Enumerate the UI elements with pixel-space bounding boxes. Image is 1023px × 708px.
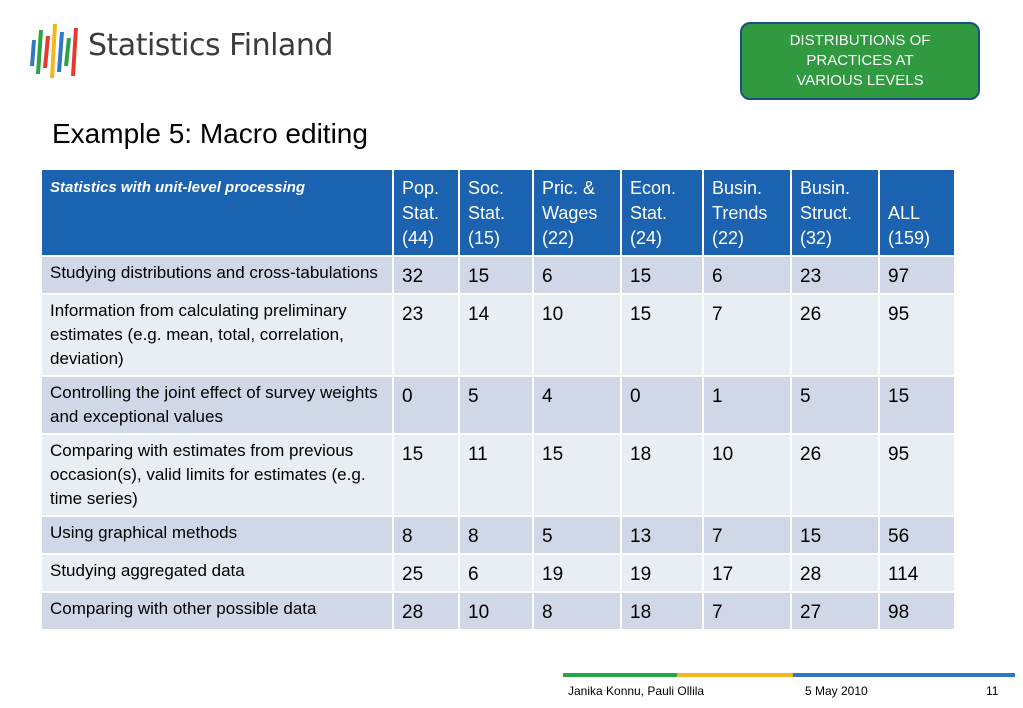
table-row (41, 256, 955, 294)
table-cell: 11 (459, 434, 533, 516)
logo-text: Statistics Finland (88, 28, 333, 63)
table-cell: 8 (533, 592, 621, 630)
table-cell: 97 (879, 256, 955, 294)
table-cell: 15 (621, 256, 703, 294)
table-row (41, 592, 955, 630)
table-cell: 18 (621, 434, 703, 516)
table-cell: 15 (791, 516, 879, 554)
footer-line-green (563, 673, 677, 677)
table-cell: 26 (791, 294, 879, 376)
statistics-finland-logo (30, 22, 370, 82)
table-cell: 10 (703, 434, 791, 516)
logo-bars-icon (30, 22, 80, 82)
column-header: Busin. Trends (22) (703, 169, 791, 256)
table-cell: 95 (879, 294, 955, 376)
table-cell: 6 (459, 554, 533, 592)
table-cell: 114 (879, 554, 955, 592)
row-label: Using graphical methods (41, 516, 393, 554)
table-row (41, 554, 955, 592)
row-label: Studying distributions and cross-tabulations (41, 256, 393, 294)
column-header: Soc. Stat. (15) (459, 169, 533, 256)
table-cell: 6 (533, 256, 621, 294)
table-cell: 17 (703, 554, 791, 592)
table-cell: 25 (393, 554, 459, 592)
table-cell: 95 (879, 434, 955, 516)
column-header: ALL (159) (879, 169, 955, 256)
table-cell: 6 (703, 256, 791, 294)
table-cell: 5 (459, 376, 533, 434)
row-label: Comparing with estimates from previous occasion(s), valid limits for estimates (e.g. time series) (41, 434, 393, 516)
column-header: Econ. Stat. (24) (621, 169, 703, 256)
table-cell: 1 (703, 376, 791, 434)
column-header: Pop. Stat. (44) (393, 169, 459, 256)
table-cell: 0 (393, 376, 459, 434)
column-header: Busin. Struct. (32) (791, 169, 879, 256)
table-cell: 26 (791, 434, 879, 516)
table-cell: 15 (533, 434, 621, 516)
table-body (41, 256, 955, 630)
table-cell: 98 (879, 592, 955, 630)
macro-editing-table (40, 168, 956, 631)
footer-page-number: 11 (986, 684, 999, 698)
table-cell: 32 (393, 256, 459, 294)
table-cell: 8 (393, 516, 459, 554)
table-cell: 23 (393, 294, 459, 376)
table-cell: 5 (533, 516, 621, 554)
table-cell: 19 (533, 554, 621, 592)
footer-line-yellow (677, 673, 793, 677)
page-title: Example 5: Macro editing (52, 118, 368, 149)
table-cell: 0 (621, 376, 703, 434)
row-label: Comparing with other possible data (41, 592, 393, 630)
row-label: Studying aggregated data (41, 554, 393, 592)
table-row (41, 294, 955, 376)
table-cell: 23 (791, 256, 879, 294)
table-row (41, 376, 955, 434)
table-cell: 28 (393, 592, 459, 630)
table-cell: 10 (459, 592, 533, 630)
row-label: Information from calculating preliminary estimates (e.g. mean, total, correlation, deviation) (41, 294, 393, 376)
table-cell: 15 (621, 294, 703, 376)
table-cell: 14 (459, 294, 533, 376)
distributions-badge: DISTRIBUTIONS OF PRACTICES AT VARIOUS LEVELS (740, 22, 980, 100)
table-row (41, 516, 955, 554)
table-row (41, 434, 955, 516)
table-header-row (41, 169, 955, 256)
table-cell: 56 (879, 516, 955, 554)
table-cell: 18 (621, 592, 703, 630)
table-cell: 19 (621, 554, 703, 592)
table-cell: 15 (879, 376, 955, 434)
table-cell: 7 (703, 592, 791, 630)
table-cell: 27 (791, 592, 879, 630)
table-cell: 7 (703, 294, 791, 376)
table-cell: 8 (459, 516, 533, 554)
table-cell: 10 (533, 294, 621, 376)
table-cell: 15 (459, 256, 533, 294)
row-label: Controlling the joint effect of survey weights and exceptional values (41, 376, 393, 434)
table-cell: 7 (703, 516, 791, 554)
table-cell: 13 (621, 516, 703, 554)
table-cell: 5 (791, 376, 879, 434)
table-cell: 15 (393, 434, 459, 516)
footer-authors: Janika Konnu, Pauli Ollila (568, 684, 705, 698)
corner-header: Statistics with unit-level processing (41, 169, 393, 256)
footer-date: 5 May 2010 (805, 684, 868, 698)
footer-line-blue (793, 673, 1015, 677)
table-cell: 28 (791, 554, 879, 592)
table-cell: 4 (533, 376, 621, 434)
column-header: Pric. & Wages (22) (533, 169, 621, 256)
